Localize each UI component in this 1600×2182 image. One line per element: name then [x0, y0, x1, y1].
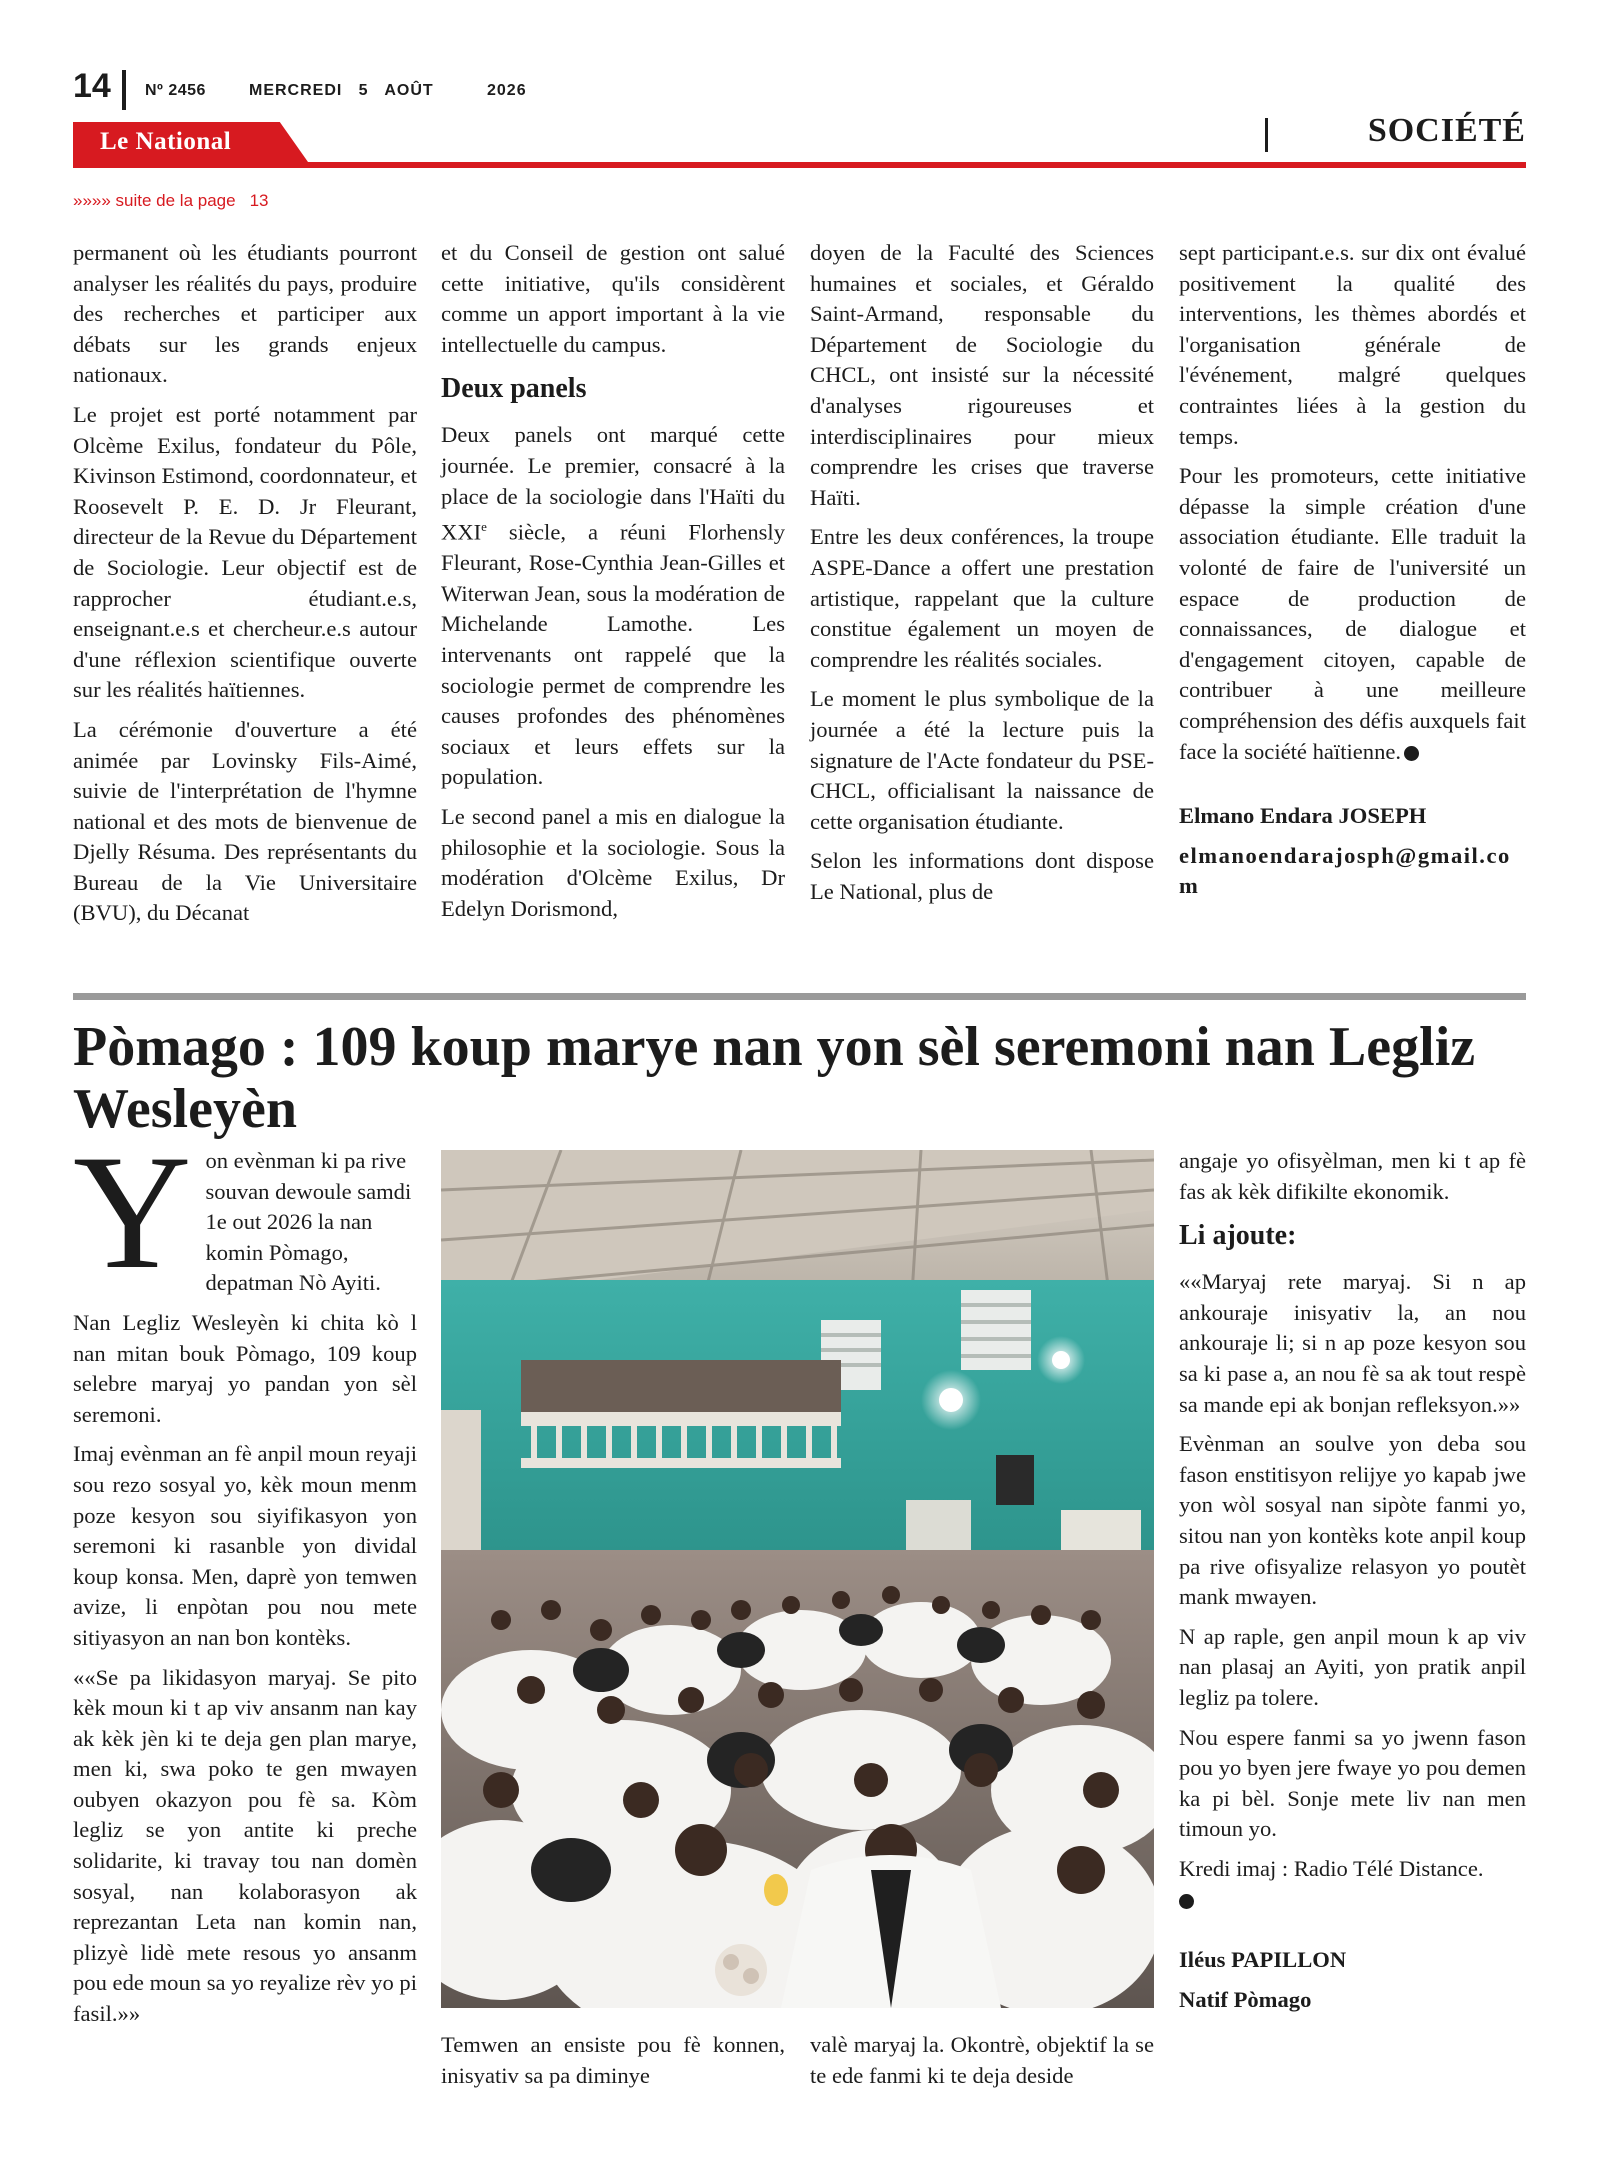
- superscript: e: [481, 519, 487, 535]
- author-email[interactable]: elmanoendarajosph@gmail.com: [1179, 842, 1511, 899]
- article2-headline: Pòmago : 109 koup marye nan yon sèl seremoni nan Legliz Wesleyèn: [73, 1016, 1476, 1140]
- wedding-photo-illustration: [441, 1150, 1154, 2008]
- article1-column-2: [441, 238, 785, 933]
- paragraph: Entre les deux conférences, la troupe ASPE-Dance a offert une prestation artistique, rappelant que la culture constitue également un moyen de comprendre les réalités sociales.: [810, 524, 1154, 672]
- paragraph: valè maryaj la. Okontrè, objektif la se te ede fanmi ki te deja deside: [810, 2032, 1154, 2088]
- section-title: SOCIÉTÉ: [1367, 112, 1526, 149]
- article-separator: [73, 993, 1526, 1000]
- drop-cap: Y: [73, 1122, 192, 1303]
- paragraph: Imaj evènman an fè anpil moun reyaji sou rezo sosyal yo, kèk moun menm poze kesyon sou siyifikasyon yon seremoni ki rasanble yon dividal koup konsa. Men, daprè yon temwen avize, li enpòtan pou nou mete sitiyasyon an nan bon kontèks.: [73, 1441, 417, 1650]
- photo-credit: [1179, 1854, 1526, 1885]
- section-divider: [1265, 118, 1268, 152]
- subheading: Li ajoute:: [1179, 1220, 1297, 1252]
- continued-label: »»»» suite de la page: [73, 191, 236, 210]
- paragraph: Selon les informations dont dispose Le National, plus de: [810, 848, 1154, 904]
- paragraph: permanent où les étudiants pourront analyser les réalités du pays, produire des recherches et participer aux débats sur les grands enjeux nationaux.: [73, 240, 417, 388]
- wedding-photo: [441, 1150, 1154, 2008]
- end-mark: [1179, 1884, 1526, 1915]
- author-surname: lmano Endara JOSEPH: [1194, 803, 1427, 829]
- paragraph: sept participant.e.s. sur dix ont évalué positivement la qualité des interventions, les thèmes abordés et l'organisation générale de l'événement, malgré quelques contraintes liées à la gestion du temps.: [1179, 240, 1526, 449]
- end-mark-icon: [1179, 1894, 1194, 1909]
- lead-paragraph: [73, 1122, 417, 1303]
- subheading: Deux panels: [441, 373, 587, 405]
- paragraph-text: Pour les promoteurs, cette initiative dépasse la simple création d'une association étudiante. Elle traduit la volonté de faire de l'université un espace de production de connaissances, de dialogue et d'engagement citoyen, capable de contribuer à une meilleure compréhension des défis auxquels fait face la société haïtienne.: [1179, 463, 1526, 764]
- paragraph: et du Conseil de gestion ont salué cette initiative, qu'ils considèrent comme un apport important à la vie intellectuelle du campus.: [441, 240, 785, 357]
- header-rule: [73, 162, 1526, 168]
- lead-text: on evènman ki pa rive souvan dewoule samdi 1e out 2026 la nan komin Pòmago, depatman Nò Ayiti.: [205, 1148, 412, 1296]
- article2-column-4: [1179, 1146, 1526, 2024]
- issue-number: Nº 2456: [145, 82, 206, 99]
- author-role: Natif Pòmago: [1179, 1986, 1312, 2012]
- paragraph: Evènman an soulve yon deba sou fason enstitisyon relijye yo kapab jwe yon wòl sosyal nan sipòte fanmi yo, sitou nan yon kontèks kote anpil koup pa rive ofisyalize relasyon yo poutèt mank mwayen.: [1179, 1431, 1526, 1610]
- paragraph: Le projet est porté notamment par Olcème Exilus, fondateur du Pôle, Kivinson Estimond, coordonnateur, et Roosevelt P. E. D. Jr Fleurant, directeur de la Revue du Département de Sociologie. Leur objectif est de rapprocher étudiant.e.s, enseignant.e.s et chercheur.e.s autour d'une réflexion scientifique ouverte sur les réalités haïtiennes.: [73, 401, 417, 703]
- paragraph: N ap raple, gen anpil moun k ap viv nan plasaj an Ayiti, yon pratik anpil legliz pa tolere.: [1179, 1623, 1526, 1710]
- paragraph: La cérémonie d'ouverture a été animée par Lovinsky Fils-Aimé, suivie de l'interprétation de l'hymne national et des mots de bienvenue de Djelly Résuma. Des représentants du Bureau de la Vie Universitaire (BVU), du Décanat: [73, 716, 417, 926]
- issue-year: 2026: [487, 82, 527, 99]
- paragraph: Nou espere fanmi sa yo jwenn fason pou yo byen jere fwaye yo pou demen ka pi bèl. Sonje mete liv nan men timoun yo.: [1179, 1724, 1526, 1842]
- paragraph-text: Deux panels ont marqué cette journée. Le premier, consacré à la place de la sociologie dans l'Haïti du XXI: [441, 422, 785, 545]
- article2-column-2-bottom: [441, 2030, 785, 2100]
- paragraph-text: siècle, a réuni Florhensly Fleurant, Rose-Cynthia Jean-Gilles et Witerwan Jean, sous la modération de Michelande Lamothe. Les intervenants ont rappelé que la sociologie permet de comprendre les causes profondes des phénomènes sociaux et leurs effets sur la population.: [441, 519, 785, 790]
- continued-page: 13: [249, 191, 269, 210]
- paragraph: Temwen an ensiste pou fè konnen, inisyativ sa pa diminye: [441, 2032, 785, 2088]
- paragraph: [1179, 461, 1526, 767]
- paragraph: angaje yo ofisyèlman, men ki t ap fè fas ak kèk difikilte ekonomik.: [1179, 1148, 1526, 1204]
- header-divider: [122, 70, 126, 110]
- paragraph: ««Se pa likidasyon maryaj. Se pito kèk moun ki t ap viv ansanm nan kay ak kèk jèn ki te deja gen plan marye, men ki, swa poko te gen mwayen oubyen okazyon pou fè sa. Kòm legliz se yon antite ki preche solidarite, ki travay tou nan domèn sosyal, nan kolaborasyon ak reprezantan Leta nan komin nan, plizyè lidè mete resous yo ansanm pou ede moun sa yo reyalize rèv yo pi fasil.»»: [73, 1664, 417, 2027]
- issue-date: MERCREDI 5 AOÛT: [249, 82, 434, 99]
- author-initial: E: [1179, 803, 1195, 829]
- paragraph: Le second panel a mis en dialogue la philosophie et la sociologie. Sous la modération d'Olcème Exilus, Dr Edelyn Dorismond,: [441, 804, 785, 921]
- paragraph: Le moment le plus symbolique de la journée a été la lecture puis la signature de l'Acte fondateur du PSE-CHCL, officialisant la naissance de cette organisation étudiante.: [810, 686, 1154, 834]
- paragraph: [441, 420, 785, 793]
- quote-paragraph: ««Maryaj rete maryaj. Si n ap ankouraje inisyativ la, an nou ankouraje li; si n ap poze kesyon sou sa ki pase a, an nou fè sa ak tout respè sa mande epi ak bonjan refleksyon.»»: [1179, 1269, 1526, 1417]
- paragraph: doyen de la Faculté des Sciences humaines et sociales, et Géraldo Saint-Armand, responsable du Département de Sociologie du CHCL, ont insisté sur la nécessité d'analyses rigoureuses et interdisciplinaires pour mieux comprendre les crises que traverse Haïti.: [810, 240, 1154, 510]
- article1-column-3: [810, 238, 1154, 916]
- page-number: 14: [73, 67, 111, 105]
- article1-column-1: [73, 238, 417, 938]
- photo-credit-text: Kredi imaj : Radio Télé Distance.: [1179, 1855, 1484, 1881]
- author-name: Iléus PAPILLON: [1179, 1947, 1347, 1973]
- continued-from: [73, 191, 269, 211]
- author-name: [1179, 801, 1526, 832]
- brand-logo: Le National: [100, 128, 232, 155]
- paragraph: Nan Legliz Wesleyèn ki chita kò l nan mitan bouk Pòmago, 109 koup selebre maryaj yo pandan yon sèl seremoni.: [73, 1309, 417, 1427]
- article2-column-3-bottom: [810, 2030, 1154, 2100]
- article2-column-1: [73, 1122, 417, 2039]
- article1-column-4: [1179, 238, 1526, 911]
- end-mark-icon: [1404, 746, 1419, 761]
